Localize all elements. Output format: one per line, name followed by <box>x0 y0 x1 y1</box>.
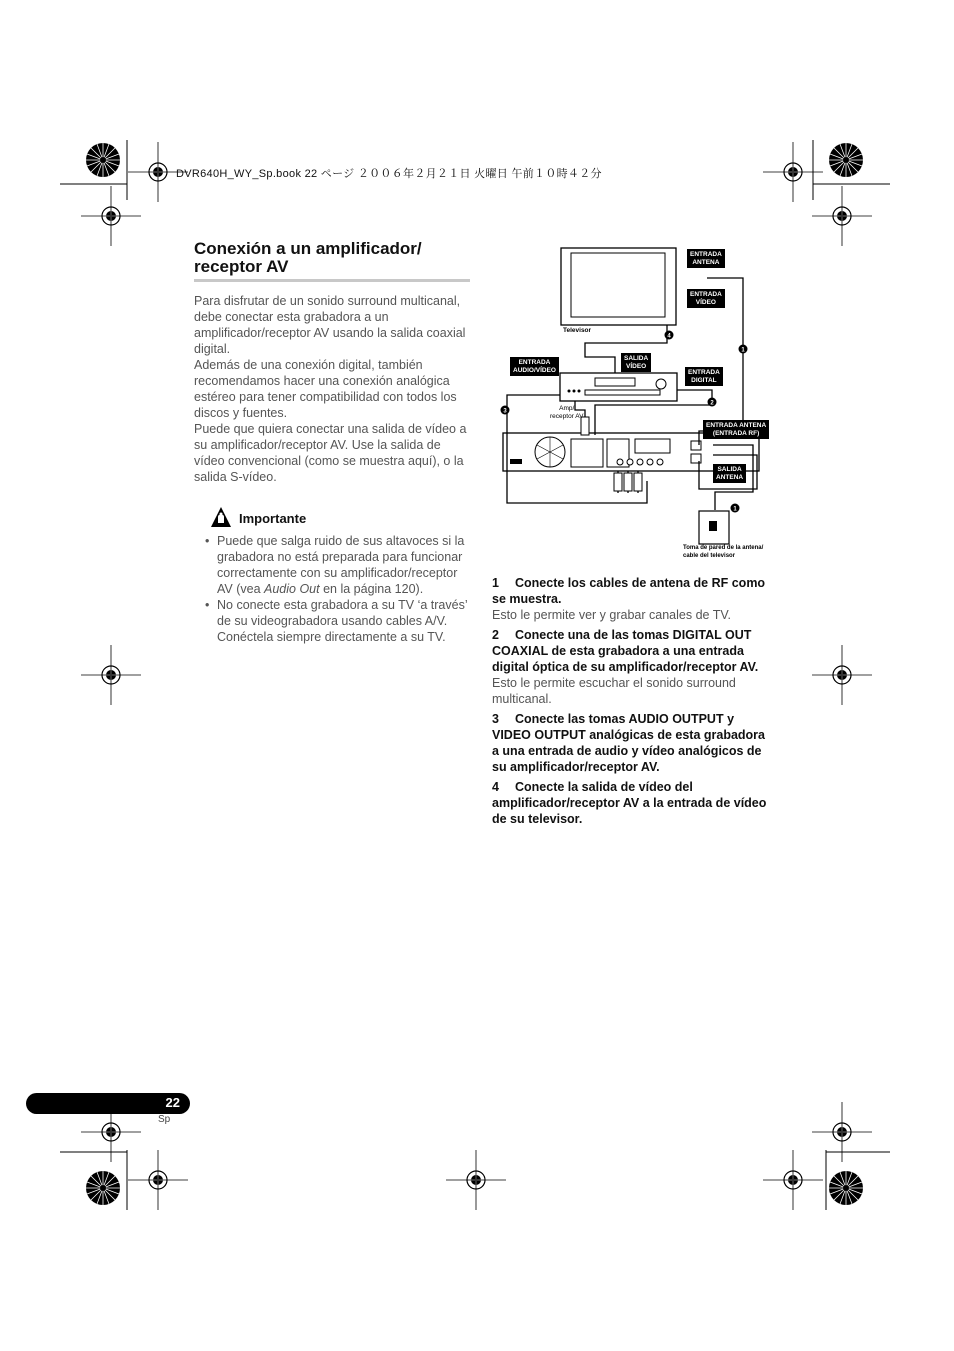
page-language: Sp <box>158 1114 171 1125</box>
tv-label: Televisor <box>563 327 592 334</box>
intro-paragraph: Para disfrutar de un sonido surround multicanal, debe conectar esta grabadora a un amplificador/receptor AV usando la salida coaxial digital. <box>194 294 466 356</box>
section-title-line1: Conexión a un amplificador/ <box>194 239 422 258</box>
tag-entrada-antena: ENTRADA ANTENA <box>687 249 725 268</box>
marker-1: 1 <box>741 347 745 354</box>
step <box>492 711 772 775</box>
marker-1: 1 <box>733 506 737 513</box>
tag-entrada-antena-rf: ENTRADA ANTENA (ENTRADA RF) <box>703 420 769 439</box>
important-title: Importante <box>239 511 307 526</box>
warning-icon <box>210 506 232 528</box>
step-title: 2 Conecte una de las tomas DIGITAL OUT COAXIAL de esta grabadora a una entrada digital óptica de su amplificador/receptor AV. <box>492 628 759 674</box>
setting-name: Audio Out <box>264 582 320 596</box>
step-note: Esto le permite escuchar el sonido surround multicanal. <box>492 676 736 706</box>
wall-socket-label: Toma de pared de la antena/ cable del televisor <box>683 545 764 559</box>
marker-3: 3 <box>503 408 507 415</box>
tag-entrada-audio-video: ENTRADA AUDIO/VÍDEO <box>510 357 559 376</box>
tag-entrada-video: ENTRADA VÍDEO <box>687 289 725 308</box>
steps-list <box>492 575 772 827</box>
amp-label: Amp/ receptor AV <box>550 405 584 420</box>
intro-paragraph: Puede que quiera conectar una salida de vídeo a su amplificador/receptor AV. Use la salida de vídeo convencional (como se muestra aquí), o la salida S-vídeo. <box>194 422 467 484</box>
step-note: Esto le permite ver y grabar canales de TV. <box>492 608 732 622</box>
file-info-header: DVR640H_WY_Sp.book 22 ページ ２００６年２月２１日 火曜日 午前１０時４２分 <box>176 168 602 180</box>
tag-entrada-digital: ENTRADA DIGITAL <box>685 367 723 386</box>
section-title <box>194 240 470 276</box>
section-title-line2: receptor AV <box>194 257 289 276</box>
step-title: 1 Conecte los cables de antena de RF como se muestra. <box>492 576 766 606</box>
list-item: • Puede que salga ruido de sus altavoces si la grabadora no está preparada para funcionar correctamente con su amplificador/receptor AV (vea Audio Out en la página 120). <box>205 533 470 597</box>
marker-4: 4 <box>667 333 671 340</box>
important-list <box>205 533 470 645</box>
step-title: 4 Conecte la salida de vídeo del amplificador/receptor AV a la entrada de vídeo de su televisor. <box>492 780 767 826</box>
tag-salida-antena: SALIDA ANTENA <box>713 464 746 483</box>
step-title: 3 Conecte las tomas AUDIO OUTPUT y VIDEO OUTPUT analógicas de esta grabadora a una entrada de audio y vídeo analógicos de su amplificador/receptor AV. <box>492 712 765 774</box>
tag-salida-video: SALIDA VÍDEO <box>621 353 651 372</box>
step <box>492 779 772 827</box>
connection-diagram <box>495 245 765 565</box>
intro-paragraph: Además de una conexión digital, también recomendamos hacer una conexión analógica estéreo para tener compatibilidad con todos los discos y fuentes. <box>194 358 457 420</box>
page-number: 22 <box>165 1095 180 1110</box>
intro-text <box>194 293 472 485</box>
section-rule <box>194 279 470 282</box>
list-item: • No conecte esta grabadora a su TV ‘a través’ de su videograbadora usando cables A/V. Conéctela siempre directamente a su TV. <box>205 597 470 645</box>
step <box>492 627 772 707</box>
step <box>492 575 772 623</box>
marker-2: 2 <box>710 400 714 407</box>
